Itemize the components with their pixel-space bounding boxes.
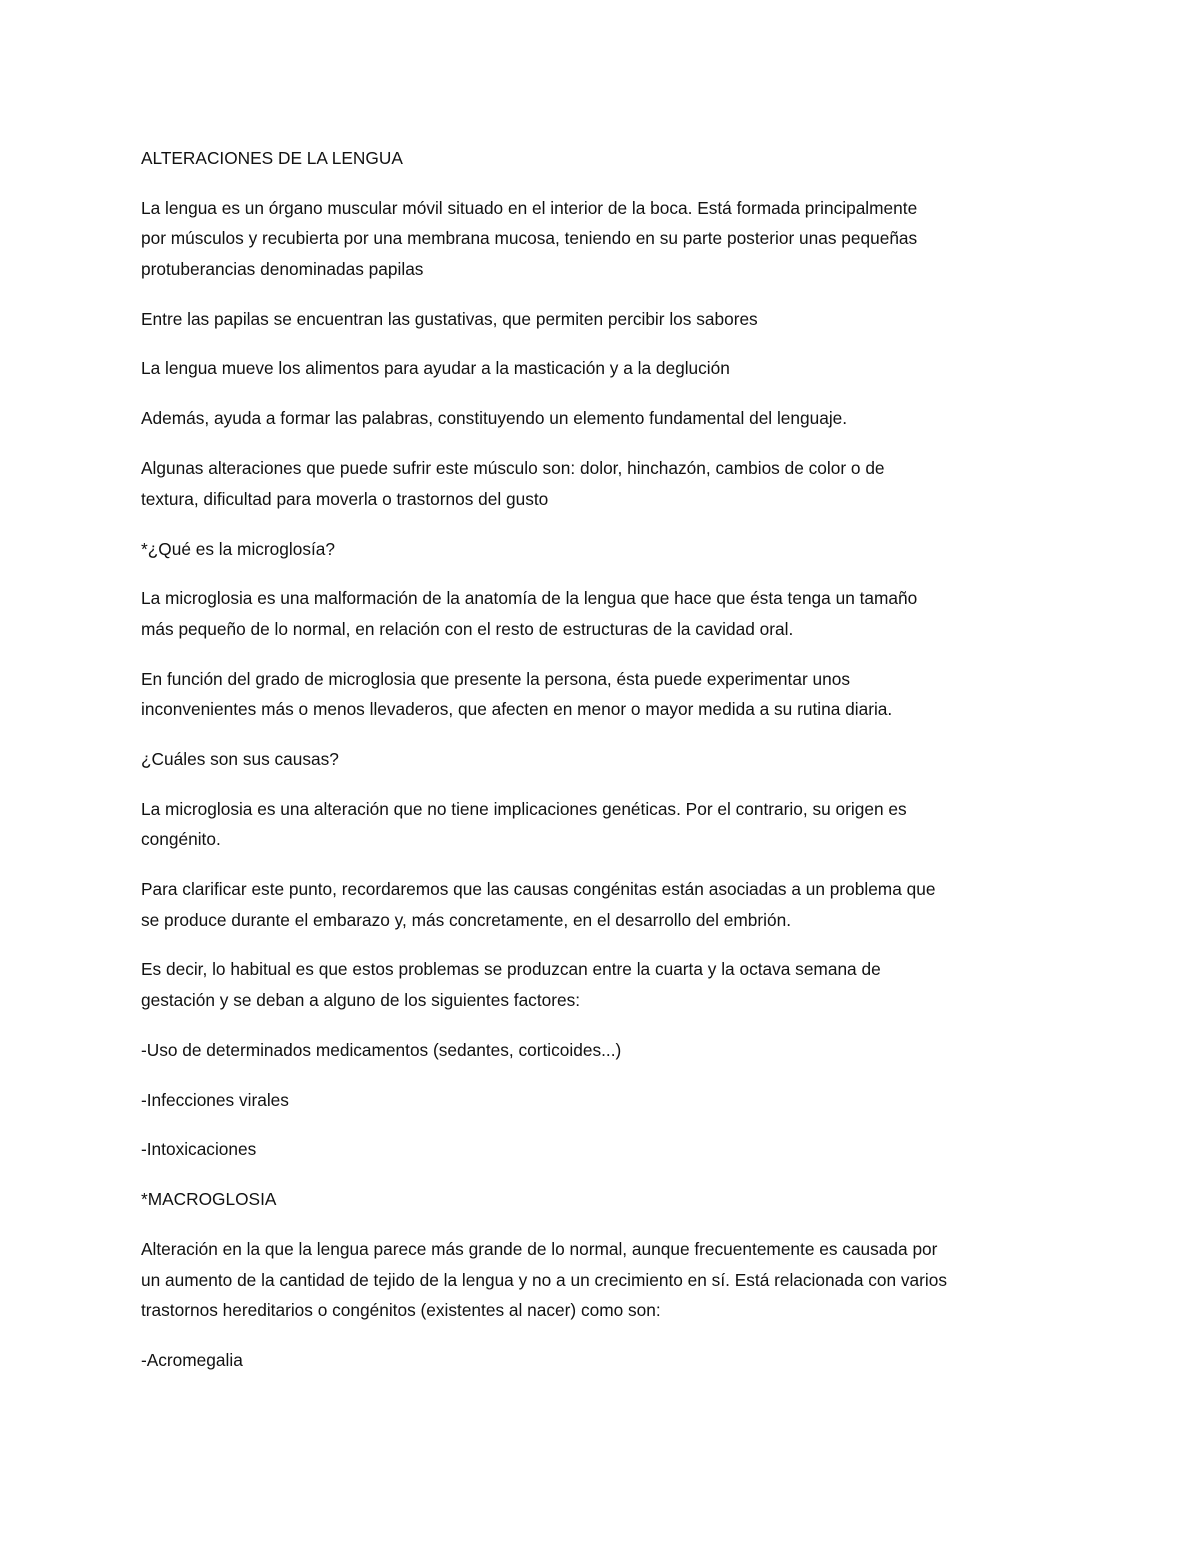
paragraph-line: Es decir, lo habitual es que estos problemas se produzcan entre la cuarta y la octava semana de (141, 959, 881, 980)
paragraph-line: Además, ayuda a formar las palabras, constituyendo un elemento fundamental del lenguaje. (141, 408, 848, 429)
paragraph-line: La lengua mueve los alimentos para ayudar a la masticación y a la deglución (141, 358, 730, 379)
paragraph-line: -Intoxicaciones (141, 1139, 257, 1160)
paragraph (141, 794, 1081, 855)
paragraph-line: gestación y se deban a alguno de los siguientes factores: (141, 989, 581, 1010)
paragraph-line: La microglosia es una malformación de la anatomía de la lengua que hace que ésta tenga un tamaño (141, 588, 918, 609)
paragraph (141, 534, 1081, 564)
paragraph-line: textura, dificultad para moverla o trastornos del gusto (141, 488, 549, 509)
paragraph-line: más pequeño de lo normal, en relación con el resto de estructuras de la cavidad oral. (141, 618, 794, 639)
paragraph (141, 1234, 1081, 1325)
paragraph-line: Entre las papilas se encuentran las gustativas, que permiten percibir los sabores (141, 308, 758, 329)
paragraph (141, 1085, 1081, 1115)
paragraph (141, 664, 1081, 725)
paragraph-line: protuberancias denominadas papilas (141, 258, 424, 279)
paragraph-line: La microglosia es una alteración que no tiene implicaciones genéticas. Por el contrario, su origen es (141, 798, 907, 819)
paragraph (141, 304, 1081, 334)
title-text: ALTERACIONES DE LA LENGUA (141, 148, 403, 168)
document-page (141, 143, 1081, 1395)
paragraph-line: ¿Cuáles son sus causas? (141, 748, 339, 769)
paragraph (141, 744, 1081, 774)
paragraph-line: congénito. (141, 829, 221, 850)
paragraph-line: Alteración en la que la lengua parece más grande de lo normal, aunque frecuentemente es causada por (141, 1239, 938, 1260)
paragraph-line: *MACROGLOSIA (141, 1189, 277, 1210)
paragraph-line: -Acromegalia (141, 1349, 243, 1370)
paragraph-line: por músculos y recubierta por una membrana mucosa, teniendo en su parte posterior unas pequeñas (141, 228, 918, 249)
paragraph-line: Para clarificar este punto, recordaremos que las causas congénitas están asociadas a un problema que (141, 879, 936, 900)
paragraph (141, 403, 1081, 433)
paragraph-line: En función del grado de microglosia que presente la persona, ésta puede experimentar unos (141, 668, 850, 689)
paragraph (141, 1345, 1081, 1375)
paragraph (141, 1035, 1081, 1065)
paragraph-line: La lengua es un órgano muscular móvil situado en el interior de la boca. Está formada principalmente (141, 197, 918, 218)
paragraph-line: inconvenientes más o menos llevaderos, que afecten en menor o mayor medida a su rutina diaria. (141, 699, 893, 720)
paragraph (141, 353, 1081, 383)
paragraph-line: trastornos hereditarios o congénitos (existentes al nacer) como son: (141, 1300, 661, 1321)
paragraph (141, 453, 1081, 514)
paragraph (141, 874, 1081, 935)
document-body (141, 193, 1081, 1375)
paragraph-line: *¿Qué es la microglosía? (141, 538, 336, 559)
paragraph (141, 583, 1081, 644)
paragraph (141, 1134, 1081, 1164)
paragraph-line: -Infecciones virales (141, 1089, 289, 1110)
document-title (141, 143, 1081, 173)
paragraph-line: se produce durante el embarazo y, más concretamente, en el desarrollo del embrión. (141, 909, 791, 930)
paragraph-line: un aumento de la cantidad de tejido de la lengua y no a un crecimiento en sí. Está relacionada con varios (141, 1269, 948, 1290)
paragraph-line: -Uso de determinados medicamentos (sedantes, corticoides...) (141, 1039, 622, 1060)
paragraph-line: Algunas alteraciones que puede sufrir este músculo son: dolor, hinchazón, cambios de color o de (141, 458, 885, 479)
paragraph (141, 193, 1081, 284)
paragraph (141, 1184, 1081, 1214)
paragraph (141, 954, 1081, 1015)
